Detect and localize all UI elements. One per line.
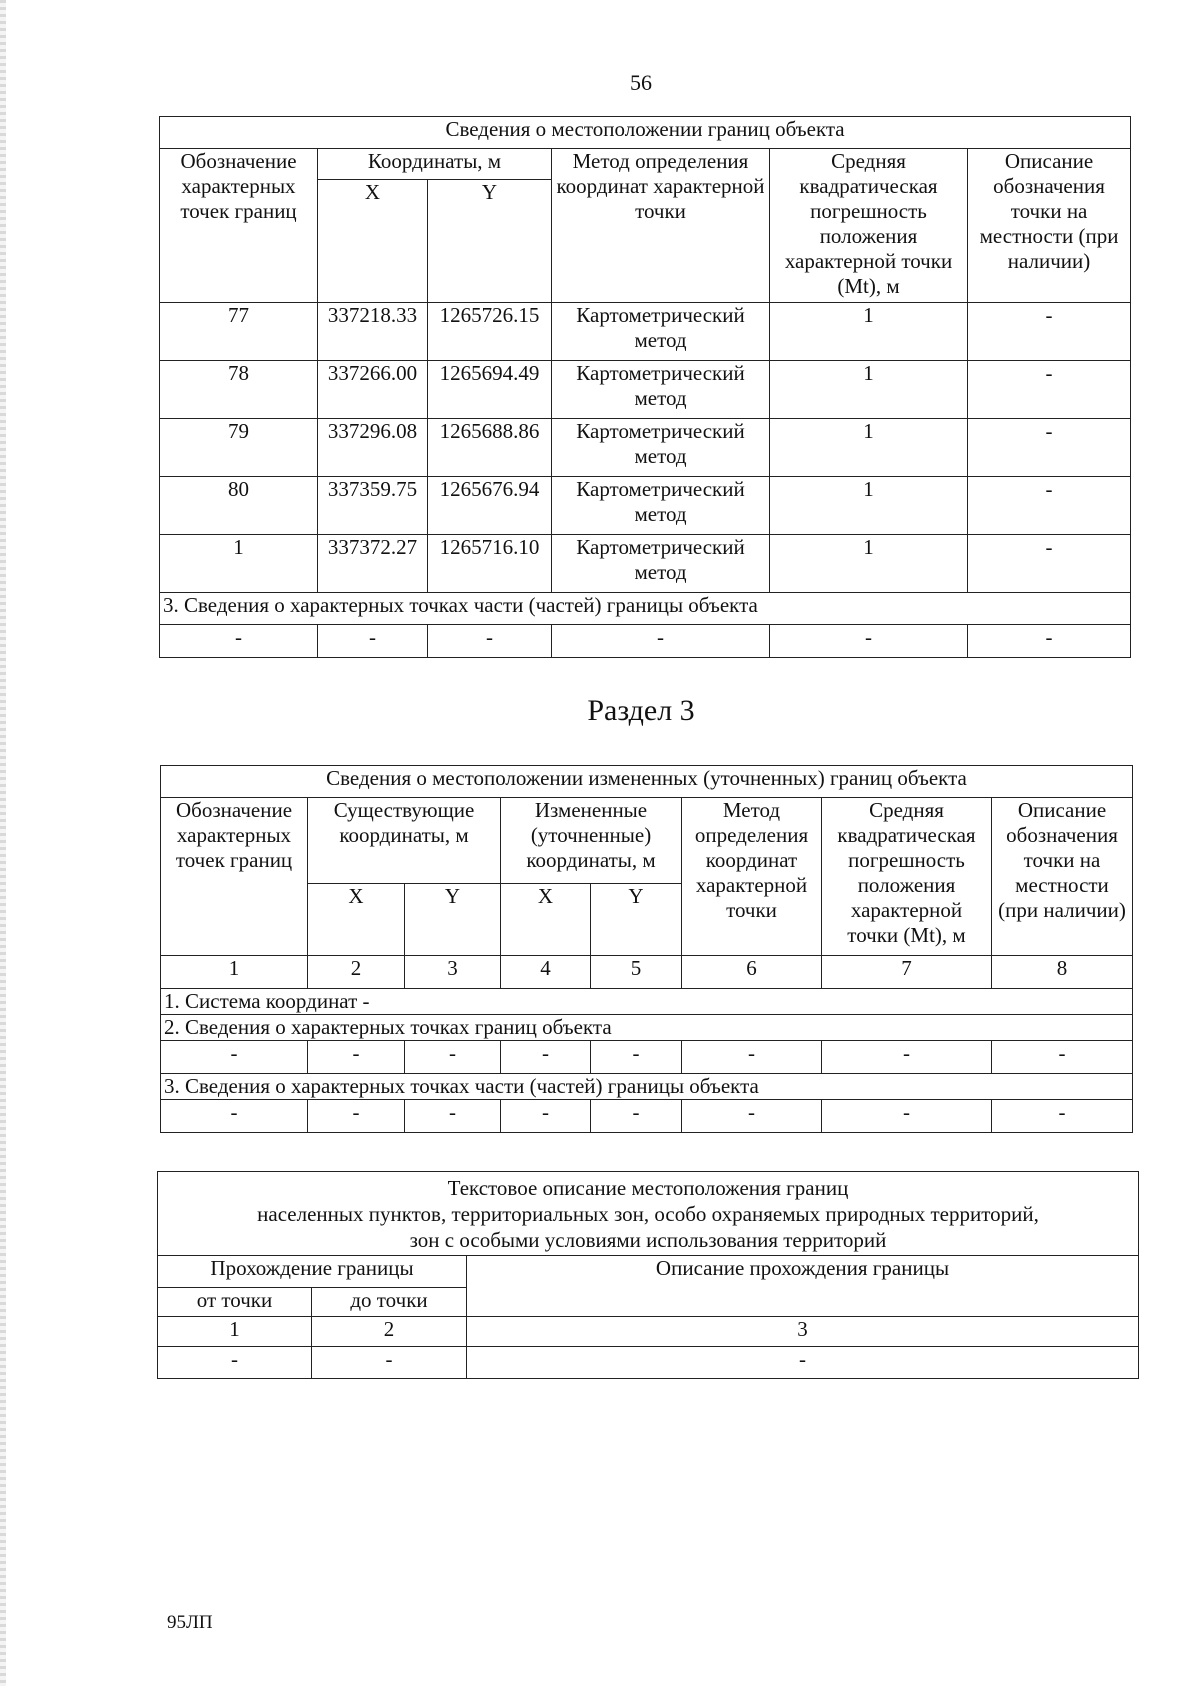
cell-point: 1 — [160, 535, 318, 593]
cell-desc: - — [968, 361, 1131, 419]
cell-dash: - — [682, 1100, 822, 1133]
scan-edge — [0, 0, 6, 1686]
table1-title: Сведения о местоположении границ объекта — [160, 117, 1131, 149]
cell-dash: - — [318, 625, 428, 658]
cell-method: Картометрический метод — [552, 419, 770, 477]
table-row — [160, 419, 1131, 477]
parts-heading: 3. Сведения о характерных точках части (частей) границы объекта — [160, 593, 1131, 625]
cell-dash: - — [992, 1100, 1133, 1133]
cell-dash: - — [308, 1100, 405, 1133]
cell-dash: - — [501, 1041, 591, 1074]
cell-error: 1 — [770, 477, 968, 535]
cell-dash: - — [405, 1100, 501, 1133]
header-point: Обозначение характерных точек границ — [160, 149, 318, 303]
cell-dash: - — [822, 1041, 992, 1074]
cell-x: 337218.33 — [318, 303, 428, 361]
column-number: 3 — [467, 1317, 1139, 1347]
cell-error: 1 — [770, 535, 968, 593]
cell-method: Картометрический метод — [552, 361, 770, 419]
header-y: Y — [591, 884, 682, 956]
cell-dash: - — [682, 1041, 822, 1074]
cell-y: 1265716.10 — [428, 535, 552, 593]
changed-boundaries-table — [160, 765, 1133, 1133]
cell-y: 1265694.49 — [428, 361, 552, 419]
cell-dash: - — [591, 1100, 682, 1133]
table2-title: Сведения о местоположении измененных (уточненных) границ объекта — [161, 766, 1133, 798]
column-number: 3 — [405, 956, 501, 989]
cell-point: 77 — [160, 303, 318, 361]
header-passage: Прохождение границы — [158, 1256, 467, 1288]
cell-error: 1 — [770, 419, 968, 477]
footer-code: 95ЛП — [167, 1612, 213, 1633]
column-number-row — [158, 1317, 1139, 1347]
column-number: 6 — [682, 956, 822, 989]
column-number: 1 — [161, 956, 308, 989]
cell-desc: - — [968, 477, 1131, 535]
table-row — [160, 477, 1131, 535]
boundary-points-heading: 2. Сведения о характерных точках границ объекта — [161, 1015, 1133, 1041]
header-desc: Описание обозначения точки на местности (при наличии) — [992, 798, 1133, 956]
cell-dash: - — [158, 1347, 312, 1379]
title-line-2: населенных пунктов, территориальных зон, особо охраняемых природных территорий, — [257, 1201, 1039, 1226]
column-number: 4 — [501, 956, 591, 989]
boundary-points-table — [159, 116, 1131, 658]
header-y: Y — [428, 180, 552, 303]
table-row — [161, 1041, 1133, 1074]
header-desc: Описание обозначения точки на местности (при наличии) — [968, 149, 1131, 303]
header-existing-coords: Существующие координаты, м — [308, 798, 501, 884]
cell-x: 337296.08 — [318, 419, 428, 477]
cell-desc: - — [968, 303, 1131, 361]
table-row — [160, 303, 1131, 361]
cell-y: 1265726.15 — [428, 303, 552, 361]
cell-method: Картометрический метод — [552, 303, 770, 361]
table3-title — [158, 1172, 1139, 1256]
header-x: X — [501, 884, 591, 956]
cell-y: 1265676.94 — [428, 477, 552, 535]
column-number: 2 — [308, 956, 405, 989]
cell-dash: - — [161, 1041, 308, 1074]
table-row — [160, 625, 1131, 658]
cell-dash: - — [770, 625, 968, 658]
cell-dash: - — [968, 625, 1131, 658]
header-changed-coords: Измененные (уточненные) координаты, м — [501, 798, 682, 884]
column-number: 5 — [591, 956, 682, 989]
cell-x: 337372.27 — [318, 535, 428, 593]
cell-error: 1 — [770, 361, 968, 419]
cell-dash: - — [822, 1100, 992, 1133]
title-line-1: Текстовое описание местоположения границ — [447, 1175, 849, 1200]
cell-x: 337266.00 — [318, 361, 428, 419]
cell-dash: - — [312, 1347, 467, 1379]
cell-dash: - — [405, 1041, 501, 1074]
column-number-row — [161, 956, 1133, 989]
cell-dash: - — [428, 625, 552, 658]
cell-dash: - — [161, 1100, 308, 1133]
cell-desc: - — [968, 535, 1131, 593]
section-title: Раздел 3 — [587, 694, 695, 727]
page-number: 56 — [630, 70, 652, 95]
title-line-3: зон с особыми условиями использования территорий — [409, 1227, 887, 1252]
header-error: Средняя квадратическая погрешность положения характерной точки (Mt), м — [822, 798, 992, 956]
cell-y: 1265688.86 — [428, 419, 552, 477]
header-method: Метод определения координат характерной точки — [682, 798, 822, 956]
cell-point: 79 — [160, 419, 318, 477]
header-coords: Координаты, м — [318, 149, 552, 180]
table-row — [160, 535, 1131, 593]
header-description: Описание прохождения границы — [467, 1256, 1139, 1317]
header-error: Средняя квадратическая погрешность положения характерной точки (Mt), м — [770, 149, 968, 303]
cell-dash: - — [467, 1347, 1139, 1379]
cell-desc: - — [968, 419, 1131, 477]
cell-point: 80 — [160, 477, 318, 535]
cell-x: 337359.75 — [318, 477, 428, 535]
cell-method: Картометрический метод — [552, 477, 770, 535]
header-y: Y — [405, 884, 501, 956]
boundary-description-table — [157, 1171, 1139, 1379]
header-point: Обозначение характерных точек границ — [161, 798, 308, 956]
cell-dash: - — [591, 1041, 682, 1074]
cell-dash: - — [160, 625, 318, 658]
cell-dash: - — [308, 1041, 405, 1074]
cell-dash: - — [992, 1041, 1133, 1074]
header-method: Метод определения координат характерной точки — [552, 149, 770, 303]
cell-method: Картометрический метод — [552, 535, 770, 593]
table-row — [160, 361, 1131, 419]
coord-system-heading: 1. Система координат - — [161, 989, 1133, 1015]
cell-point: 78 — [160, 361, 318, 419]
header-from-point: от точки — [158, 1288, 312, 1317]
column-number: 2 — [312, 1317, 467, 1347]
column-number: 1 — [158, 1317, 312, 1347]
parts-heading: 3. Сведения о характерных точках части (частей) границы объекта — [161, 1074, 1133, 1100]
table-row — [158, 1347, 1139, 1379]
header-x: X — [308, 884, 405, 956]
header-x: X — [318, 180, 428, 303]
cell-error: 1 — [770, 303, 968, 361]
header-to-point: до точки — [312, 1288, 467, 1317]
column-number: 8 — [992, 956, 1133, 989]
cell-dash: - — [501, 1100, 591, 1133]
cell-dash: - — [552, 625, 770, 658]
table-row — [161, 1100, 1133, 1133]
column-number: 7 — [822, 956, 992, 989]
